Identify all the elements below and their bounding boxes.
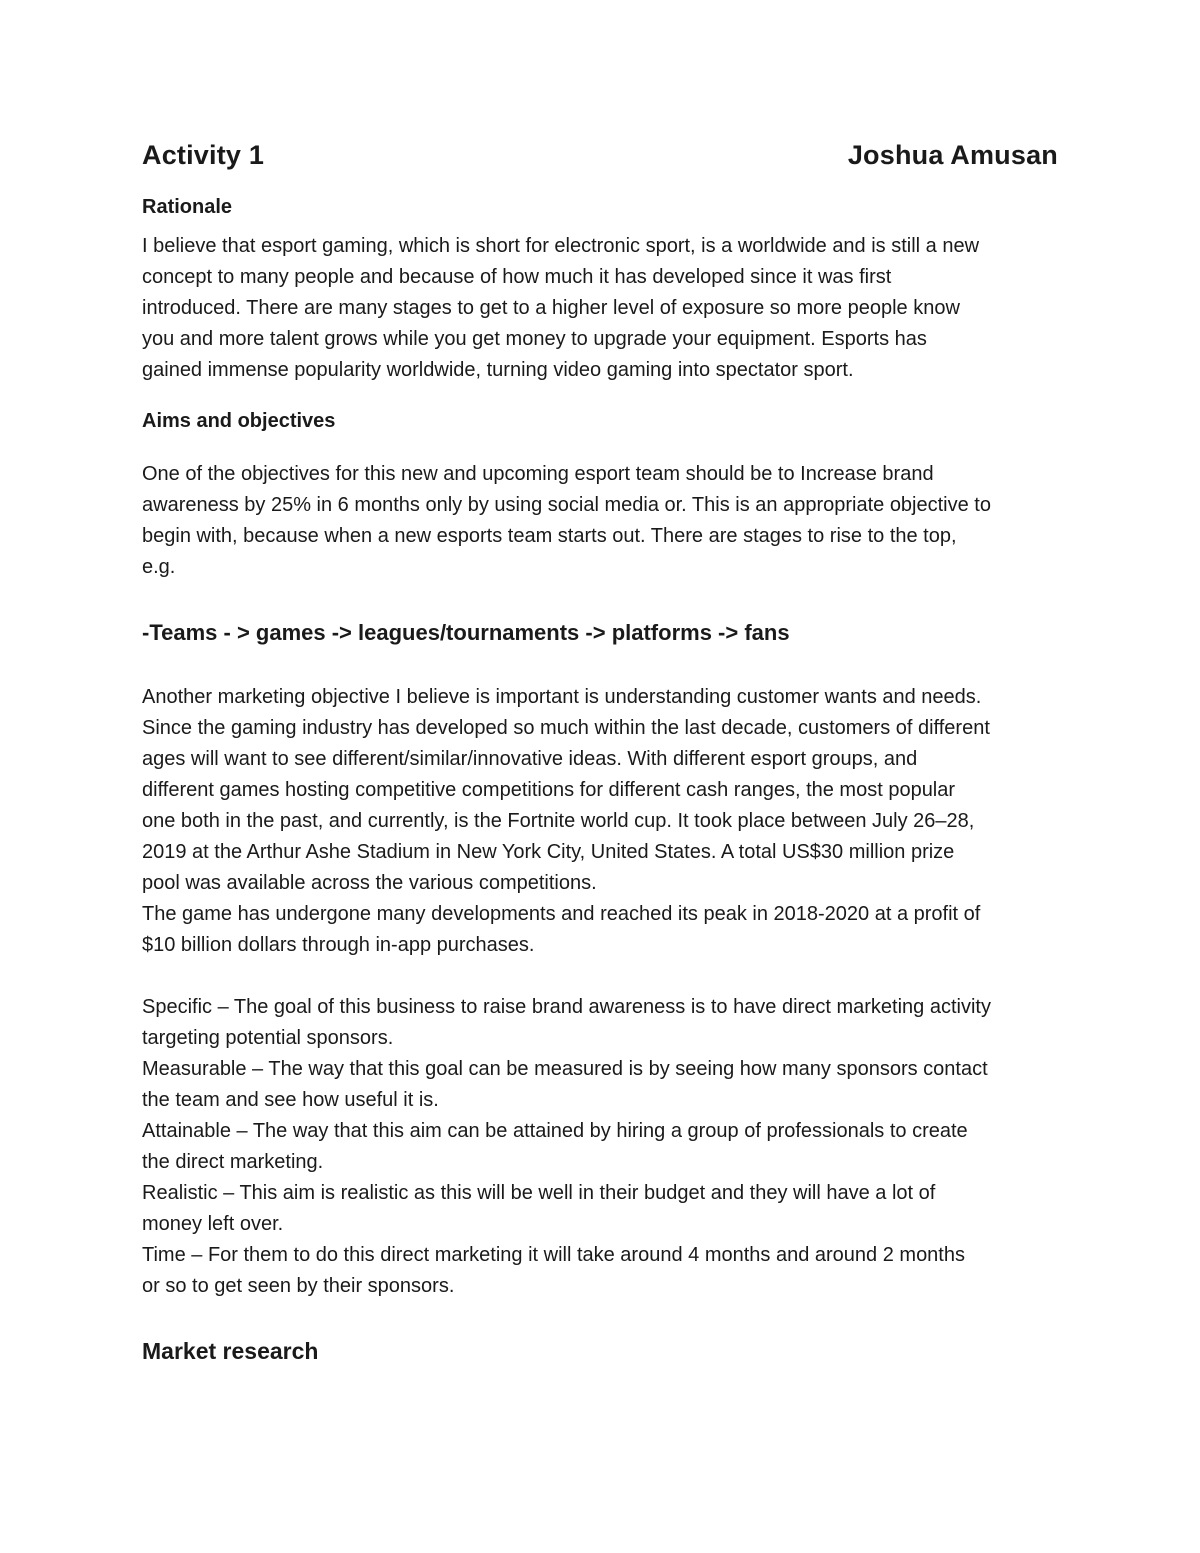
text-line: targeting potential sponsors. bbox=[142, 1027, 394, 1049]
text-line: Since the gaming industry has developed so much within the last decade, customers of different bbox=[142, 717, 990, 739]
text-line: $10 billion dollars through in-app purchases. bbox=[142, 934, 535, 956]
marketing-objective-paragraph bbox=[142, 682, 1058, 961]
text-line: e.g. bbox=[142, 556, 176, 578]
text-line: Realistic – This aim is realistic as this will be well in their budget and they will have a lot of bbox=[142, 1182, 936, 1204]
text-line: The game has undergone many developments and reached its peak in 2018-2020 at a profit of bbox=[142, 903, 981, 925]
text-line: awareness by 25% in 6 months only by using social media or. This is an appropriate objective to bbox=[142, 494, 991, 516]
text-line: different games hosting competitive competitions for different cash ranges, the most popular bbox=[142, 779, 956, 801]
text-line: begin with, because when a new esports team starts out. There are stages to rise to the top, bbox=[142, 525, 957, 547]
document-title: Activity 1 bbox=[142, 140, 265, 170]
document-author: Joshua Amusan bbox=[847, 140, 1058, 170]
paragraph-gap bbox=[142, 961, 1058, 992]
text-line: pool was available across the various competitions. bbox=[142, 872, 597, 894]
document-header bbox=[142, 140, 1058, 186]
aims-intro-paragraph bbox=[142, 459, 1058, 583]
stages-flow: -Teams - > games -> leagues/tournaments -> platforms -> fans bbox=[142, 620, 790, 645]
text-line: money left over. bbox=[142, 1213, 284, 1235]
text-line: or so to get seen by their sponsors. bbox=[142, 1275, 455, 1297]
text-line: Attainable – The way that this aim can be attained by hiring a group of professionals to create bbox=[142, 1120, 968, 1142]
text-line: 2019 at the Arthur Ashe Stadium in New York City, United States. A total US$30 million prize bbox=[142, 841, 955, 863]
rationale-heading: Rationale bbox=[142, 196, 233, 218]
text-line: one both in the past, and currently, is the Fortnite world cup. It took place between July 26–28, bbox=[142, 810, 975, 832]
text-line: One of the objectives for this new and upcoming esport team should be to Increase brand bbox=[142, 463, 934, 485]
text-line: introduced. There are many stages to get to a higher level of exposure so more people know bbox=[142, 297, 960, 319]
text-line: Specific – The goal of this business to raise brand awareness is to have direct marketing activity bbox=[142, 996, 991, 1018]
rationale-paragraph bbox=[142, 231, 1058, 386]
smart-objectives-list bbox=[142, 992, 1058, 1302]
text-line: concept to many people and because of how much it has developed since it was first bbox=[142, 266, 892, 288]
text-line: Time – For them to do this direct marketing it will take around 4 months and around 2 months bbox=[142, 1244, 965, 1266]
aims-heading: Aims and objectives bbox=[142, 410, 336, 432]
text-line: I believe that esport gaming, which is short for electronic sport, is a worldwide and is still a new bbox=[142, 235, 980, 257]
text-line: Another marketing objective I believe is important is understanding customer wants and needs. bbox=[142, 686, 982, 708]
text-line: the direct marketing. bbox=[142, 1151, 324, 1173]
text-line: Measurable – The way that this goal can be measured is by seeing how many sponsors contact bbox=[142, 1058, 988, 1080]
text-line: ages will want to see different/similar/innovative ideas. With different esport groups, and bbox=[142, 748, 918, 770]
text-line: the team and see how useful it is. bbox=[142, 1089, 439, 1111]
text-line: gained immense popularity worldwide, turning video gaming into spectator sport. bbox=[142, 359, 854, 381]
text-line: you and more talent grows while you get money to upgrade your equipment. Esports has bbox=[142, 328, 927, 350]
market-research-heading: Market research bbox=[142, 1338, 319, 1364]
